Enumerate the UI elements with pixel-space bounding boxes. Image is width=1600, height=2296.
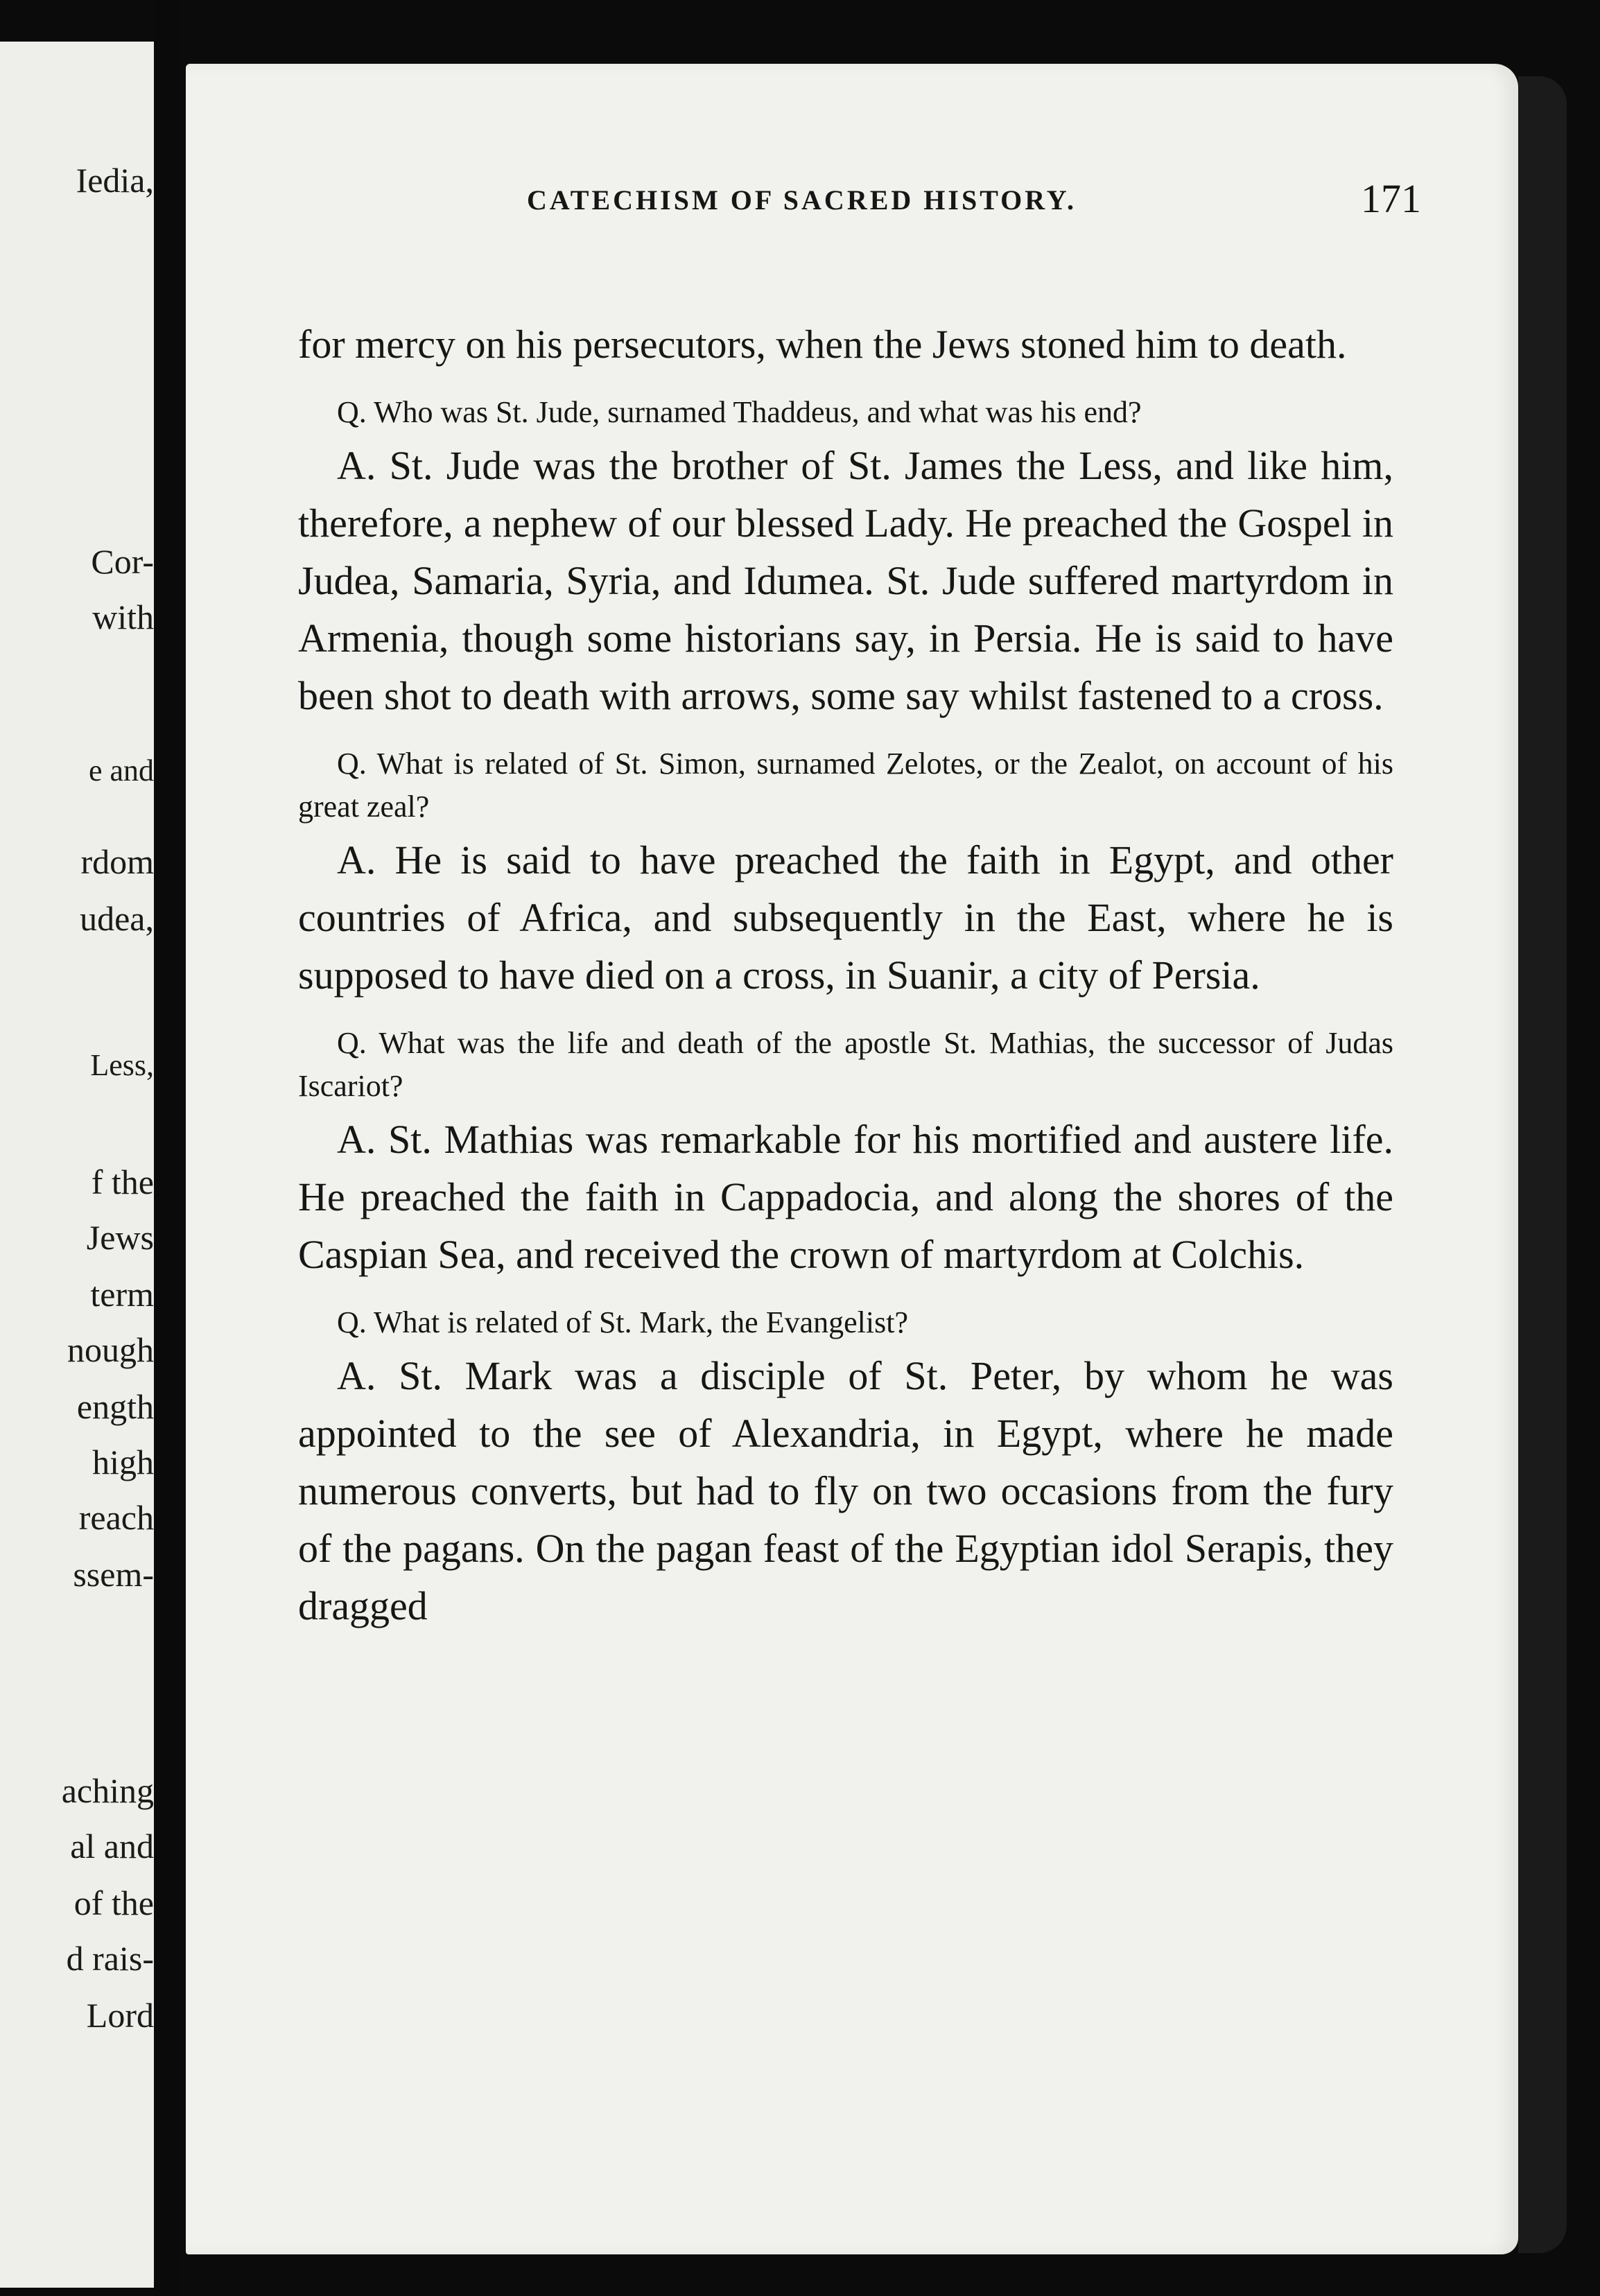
left-page-fragment	[0, 42, 154, 2288]
left-page-line: d rais-	[66, 1939, 154, 1978]
paragraph-answer: A. He is said to have preached the faith in Egypt, and other countries of Africa, and subsequently in the East, where he is supposed to have died on a cross, in Suanir, a city of Persia.	[298, 837, 1393, 998]
left-page-line: rdom	[80, 842, 154, 881]
left-page-line: udea,	[80, 899, 154, 938]
left-page-line: aching	[61, 1771, 154, 1810]
running-title: CATECHISM OF SACRED HISTORY.	[527, 184, 1077, 216]
left-page-line: al and	[70, 1827, 154, 1866]
paragraph-question: Q. Who was St. Jude, surnamed Thaddeus, and what was his end?	[337, 395, 1142, 429]
left-page-line: e and	[88, 754, 154, 788]
paragraph-answer: A. St. Mark was a disciple of St. Peter, by whom he was appointed to the see of Alexandria, in Egypt, where he made numerous converts, but had to fly on two occasions from the fury of the pagans. On the pagan feast of the Egyptian idol Serapis, they dragged	[298, 1353, 1393, 1628]
paragraph-question: Q. What was the life and death of the apostle St. Mathias, the successor of Judas Iscariot?	[298, 1026, 1393, 1103]
left-page-line: ength	[76, 1387, 154, 1426]
paragraph-answer: for mercy on his persecutors, when the Jews stoned him to death.	[298, 322, 1347, 367]
left-page-line: ssem-	[73, 1555, 154, 1594]
left-page-line: of the	[73, 1884, 154, 1922]
page-body	[298, 315, 1393, 1653]
left-page-line: f the	[91, 1163, 154, 1201]
left-page-line: Less,	[90, 1048, 154, 1082]
left-page-line: reach	[78, 1498, 154, 1537]
paragraph-question: Q. What is related of St. Simon, surnamed Zelotes, or the Zealot, on account of his great zeal?	[298, 747, 1393, 824]
left-page-line: high	[92, 1443, 154, 1481]
page-number: 171	[1361, 176, 1421, 221]
left-page-line: Iedia,	[76, 161, 154, 200]
paragraph-answer: A. St. Jude was the brother of St. James the Less, and like him, therefore, a nephew of our blessed Lady. He preached the Gospel in Judea, Samaria, Syria, and Idumea. St. Jude suffered martyrdom in Armenia, though some historians say, in Persia. He is said to have been shot to death with arrows, some say whilst fastened to a cross.	[298, 443, 1393, 718]
left-page-line: Cor-	[91, 542, 154, 581]
left-page-line: Lord	[86, 1996, 154, 2035]
paragraph-answer: A. St. Mathias was remarkable for his mortified and austere life. He preached the faith in Cappadocia, and along the shores of the Caspian Sea, and received the crown of martyrdom at Colchis.	[298, 1117, 1393, 1277]
book-gutter	[154, 0, 180, 2296]
left-page-line: with	[92, 598, 154, 636]
left-page-line: nough	[67, 1330, 154, 1369]
paragraph-question: Q. What is related of St. Mark, the Evangelist?	[337, 1305, 908, 1339]
left-page-line: term	[90, 1275, 154, 1314]
page-edge-shadow	[1518, 76, 1567, 2253]
left-page-line: Jews	[86, 1218, 154, 1257]
